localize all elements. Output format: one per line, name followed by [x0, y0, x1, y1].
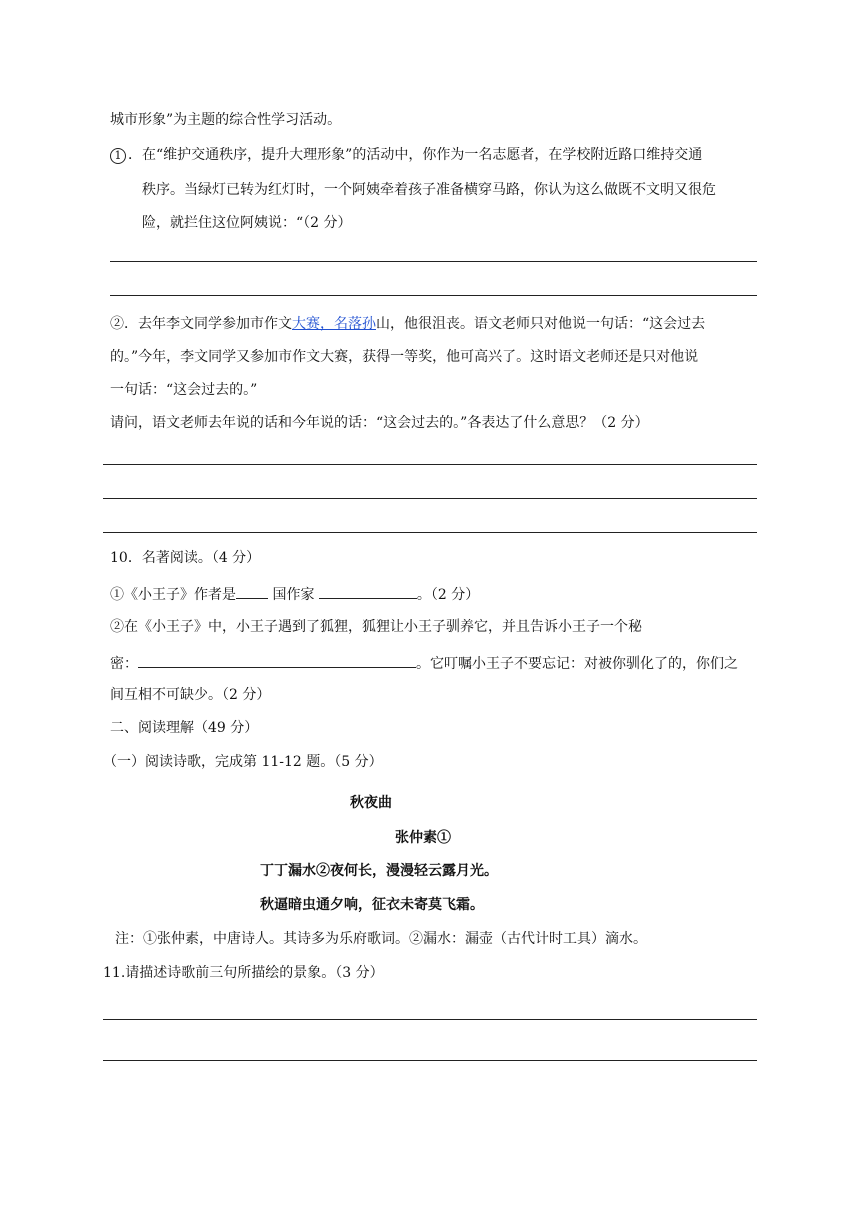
intro-tail: 城市形象”为主题的综合性学习活动。	[110, 112, 342, 128]
blank-author[interactable]	[319, 582, 417, 599]
question-9-2-text-a: ②．去年李文同学参加市作文	[110, 316, 292, 332]
question-9-2-line1	[110, 314, 705, 334]
poem-author: 张仲素①	[395, 830, 451, 846]
question-9-1-text: ．在“维护交通秩序，提升大理形象”的活动中，你作为一名志愿者，在学校附近路口维持交通	[128, 147, 703, 163]
question-9-1-line3: 险，就拦住这位阿姨说：“（2 分）	[142, 215, 352, 231]
answer-line[interactable]	[103, 498, 757, 499]
question-9-1-line2: 秩序。当绿灯已转为红灯时，一个阿姨牵着孩子准备横穿马路，你认为这么做既不文明又很危	[142, 182, 716, 198]
question-10-line4: 间互相不可缺少。（2 分）	[110, 687, 271, 703]
blank-secret[interactable]	[138, 651, 416, 668]
question-9-2-line3: 一句话：“这会过去的。”	[110, 382, 258, 398]
question-10-line3	[110, 651, 738, 674]
answer-line[interactable]	[103, 1060, 757, 1061]
question-11: 11.请描述诗歌前三句所描绘的景象。（3 分）	[103, 965, 384, 981]
answer-line[interactable]	[103, 1019, 757, 1020]
answer-line[interactable]	[110, 295, 757, 296]
blank-country[interactable]	[236, 582, 268, 599]
answer-line[interactable]	[110, 261, 757, 262]
question-10-line1	[110, 582, 479, 605]
question-10-text-e: 。它叮嘱小王子不要忘记：对被你驯化了的，你们之	[416, 656, 738, 672]
poem-line2: 秋逼暗虫通夕响，征衣未寄莫飞霜。	[260, 897, 484, 913]
question-9-1-line1	[110, 145, 702, 165]
question-10-text-d: 密：	[110, 656, 138, 672]
question-9-2-line2: 的。”今年，李文同学又参加市作文大赛，获得一等奖，他可高兴了。这时语文老师还是只对他说	[110, 349, 699, 365]
answer-line[interactable]	[103, 464, 757, 465]
question-10-text-a: ①《小王子》作者是	[110, 587, 236, 603]
circled-number: 1	[110, 148, 126, 164]
question-10-text-c: 。（2 分）	[416, 587, 480, 603]
subsection-heading: （一）阅读诗歌，完成第 11-12 题。（5 分）	[103, 754, 383, 770]
question-10-line2: ②在《小王子》中，小王子遇到了狐狸，狐狸让小王子驯养它，并且告诉小王子一个秘	[110, 619, 642, 635]
question-9-2-line4: 请问，语文老师去年说的话和今年说的话：“这会过去的。”各表达了什么意思？（2 分）	[110, 415, 649, 431]
answer-line[interactable]	[103, 532, 757, 533]
question-10-text-b: 国作家	[268, 587, 319, 603]
poem-note: 注：①张仲素，中唐诗人。其诗多为乐府歌词。②漏水：漏壶（古代计时工具）滴水。	[115, 931, 647, 947]
poem-line1: 丁丁漏水②夜何长，漫漫轻云露月光。	[260, 863, 498, 879]
section-heading: 二、阅读理解（49 分）	[110, 720, 259, 736]
hyperlink-text[interactable]: 大赛，名落孙	[292, 316, 376, 332]
question-10-title: 10．名著阅读。（4 分）	[110, 550, 261, 566]
question-9-2-text-b: 山，他很沮丧。语文老师只对他说一句话：“这会过去	[376, 316, 706, 332]
poem-title: 秋夜曲	[350, 795, 392, 811]
